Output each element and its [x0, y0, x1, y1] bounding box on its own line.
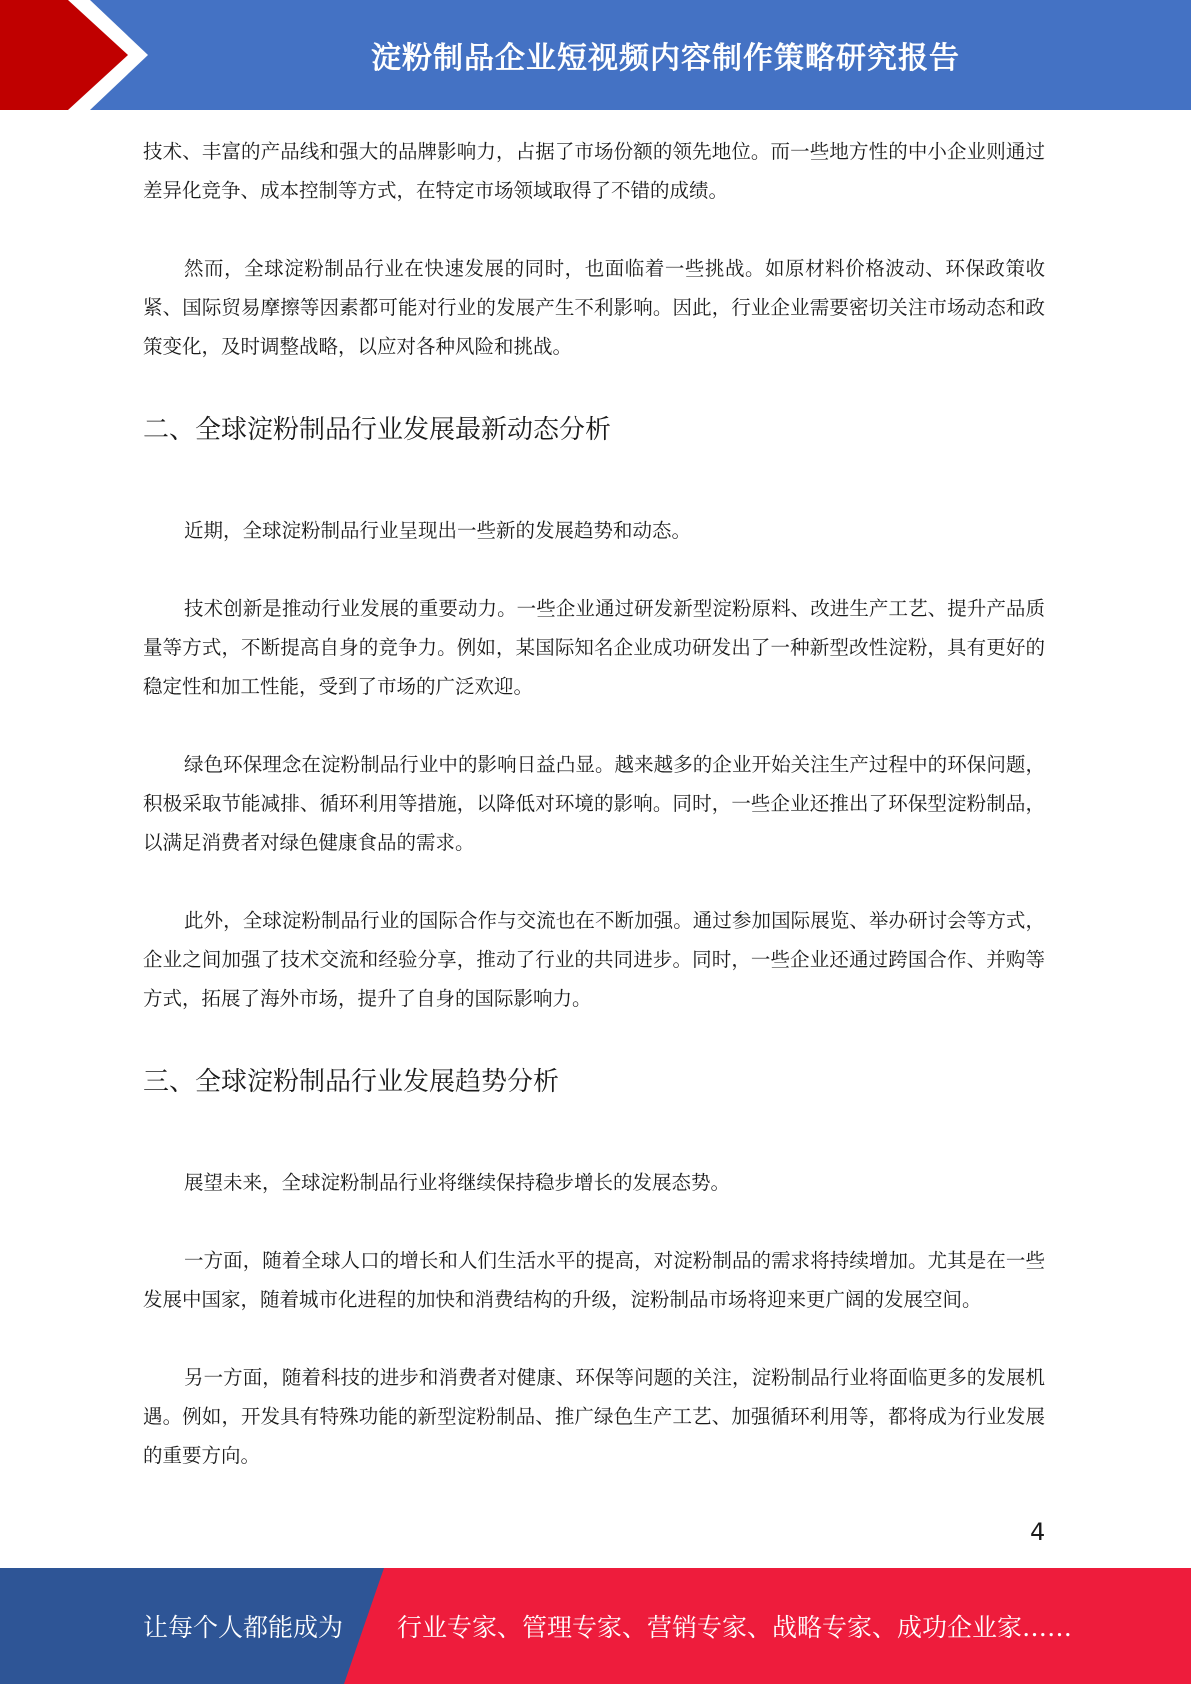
document-body: [143, 132, 1045, 1475]
paragraph: 此外，全球淀粉制品行业的国际合作与交流也在不断加强。通过参加国际展览、举办研讨会等方式，企业之间加强了技术交流和经验分享，推动了行业的共同进步。同时，一些企业还通过跨国合作、并购等方式，拓展了海外市场，提升了自身的国际影响力。: [143, 909, 1045, 1010]
paragraph: 另一方面，随着科技的进步和消费者对健康、环保等问题的关注，淀粉制品行业将面临更多的发展机遇。例如，开发具有特殊功能的新型淀粉制品、推广绿色生产工艺、加强循环利用等，都将成为行业发展的重要方向。: [143, 1366, 1045, 1467]
section-heading: 二、全球淀粉制品行业发展最新动态分析: [143, 415, 612, 445]
paragraph: 绿色环保理念在淀粉制品行业中的影响日益凸显。越来越多的企业开始关注生产过程中的环保问题，积极采取节能减排、循环利用等措施，以降低对环境的影响。同时，一些企业还推出了环保型淀粉制品，以满足消费者对绿色健康食品的需求。: [143, 753, 1045, 854]
footer-slogan-right: 行业专家、管理专家、营销专家、战略专家、成功企业家……: [397, 1613, 1073, 1642]
report-title: 淀粉制品企业短视频内容制作策略研究报告: [371, 41, 960, 76]
footer-slogan-left: 让每个人都能成为: [143, 1613, 344, 1642]
paragraph: 近期，全球淀粉制品行业呈现出一些新的发展趋势和动态。: [184, 519, 692, 542]
paragraph: 然而，全球淀粉制品行业在快速发展的同时，也面临着一些挑战。如原材料价格波动、环保政策收紧、国际贸易摩擦等因素都可能对行业的发展产生不利影响。因此，行业企业需要密切关注市场动态和政策变化，及时调整战略，以应对各种风险和挑战。: [143, 257, 1045, 358]
page-footer: [0, 1568, 1191, 1684]
page-header: [0, 0, 1191, 110]
section-heading: 三、全球淀粉制品行业发展趋势分析: [143, 1067, 560, 1097]
page-number: 4: [1030, 1518, 1046, 1546]
paragraph: 技术创新是推动行业发展的重要动力。一些企业通过研发新型淀粉原料、改进生产工艺、提升产品质量等方式，不断提高自身的竞争力。例如，某国际知名企业成功研发出了一种新型改性淀粉，具有更好的稳定性和加工性能，受到了市场的广泛欢迎。: [143, 597, 1045, 698]
paragraph: 技术、丰富的产品线和强大的品牌影响力，占据了市场份额的领先地位。而一些地方性的中小企业则通过差异化竞争、成本控制等方式，在特定市场领域取得了不错的成绩。: [143, 140, 1045, 202]
paragraph: 展望未来，全球淀粉制品行业将继续保持稳步增长的发展态势。: [184, 1171, 731, 1194]
paragraph: 一方面，随着全球人口的增长和人们生活水平的提高，对淀粉制品的需求将持续增加。尤其是在一些发展中国家，随着城市化进程的加快和消费结构的升级，淀粉制品市场将迎来更广阔的发展空间。: [143, 1249, 1045, 1311]
